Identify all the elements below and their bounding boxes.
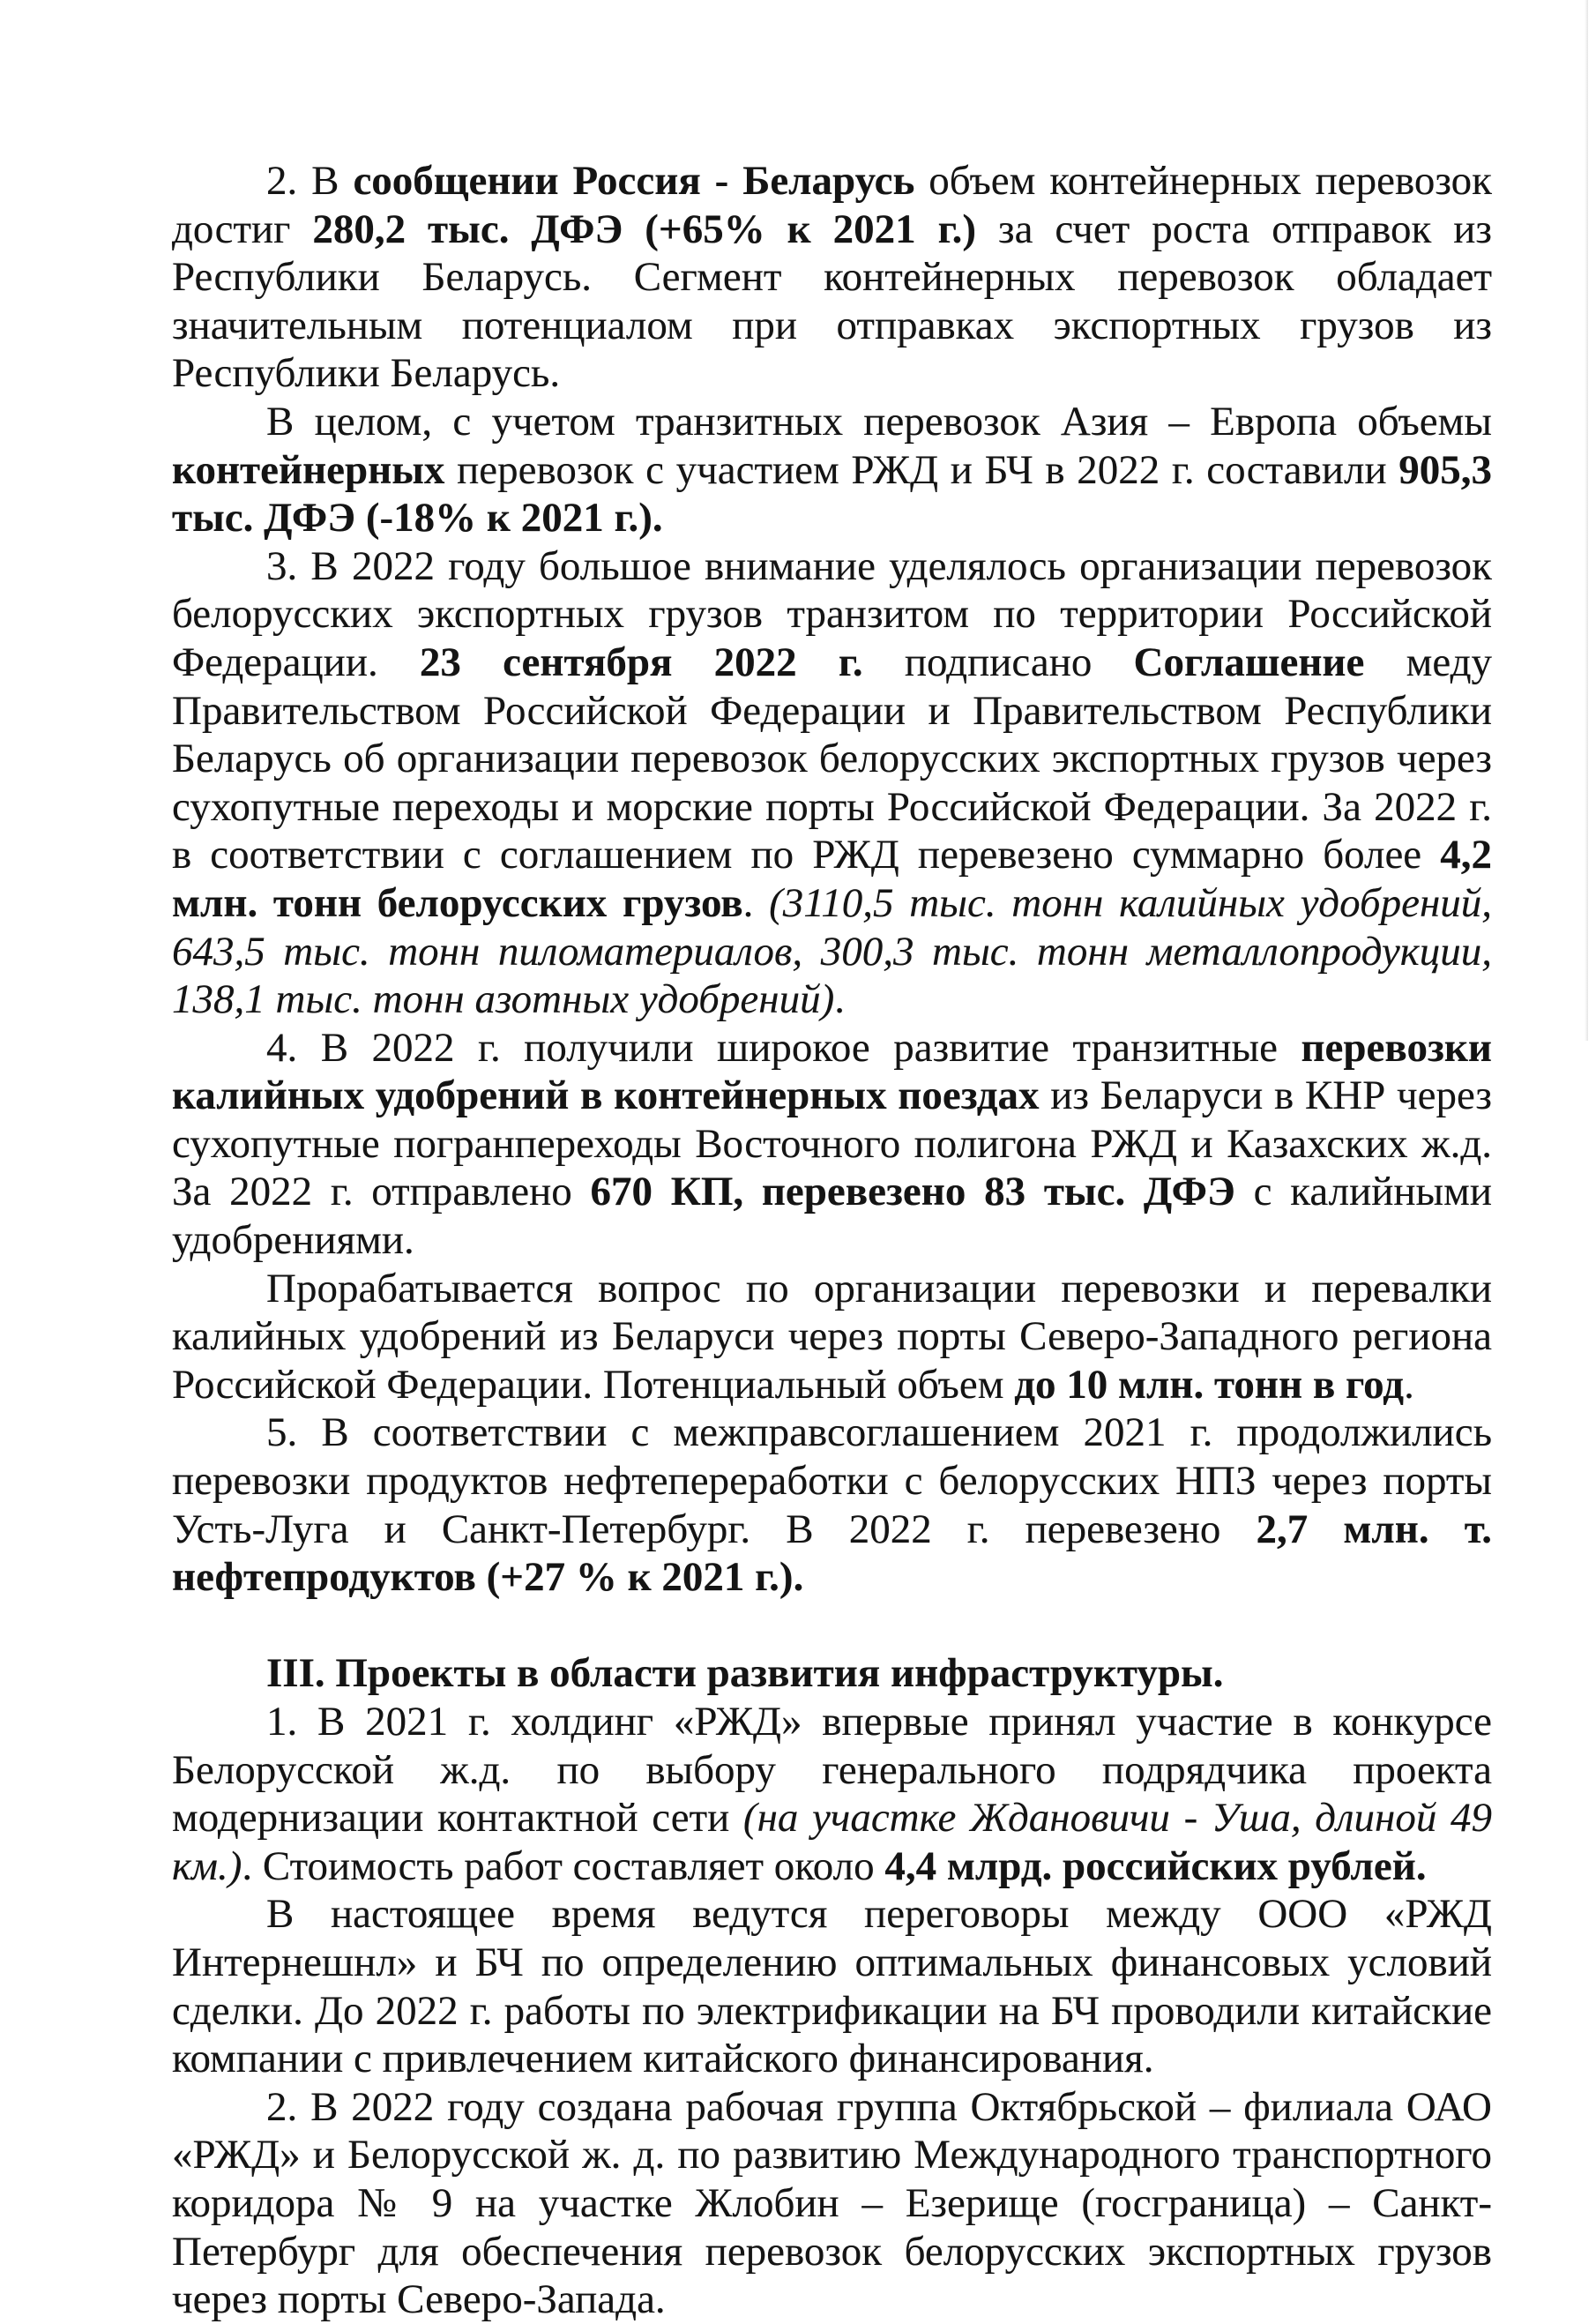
text-run: контейнерных xyxy=(172,446,445,493)
text-run: 2. В xyxy=(266,158,354,204)
text-run: В настоящее время ведутся переговоры между ООО «РЖД Интернешнл» и БЧ по определению оптимальных финансовых условий сделки. До 2022 г. работы по электрификации на БЧ проводили китайские компании с привлечением китайского финансирования. xyxy=(172,1891,1492,2082)
paragraph xyxy=(172,1265,1492,1409)
text-run: подписано xyxy=(862,639,1134,685)
scan-edge-artifact xyxy=(1585,0,1588,1041)
text-run: меду Правительством Российской Федерации и Правительством Республики Беларусь об организации перевозок белорусских экспортных грузов через сухопутные переходы и морские порты Российской Федерации. За 2022 г. в соответствии с соглашением по РЖД перевезено суммарно более xyxy=(172,639,1492,878)
text-run: с калийными удобрениями. xyxy=(172,1169,1492,1264)
paragraph xyxy=(172,1698,1492,1890)
text-run: . Стоимость работ составляет около xyxy=(242,1842,885,1889)
text-run: 23 сентября 2022 г. xyxy=(419,639,863,685)
text-run: 4. В 2022 г. получили широкое развитие транзитные xyxy=(266,1024,1301,1071)
paragraph xyxy=(172,1024,1492,1265)
text-run: . xyxy=(742,879,770,926)
paragraph xyxy=(172,398,1492,542)
text-run: сообщении Россия - Беларусь xyxy=(353,158,915,204)
text-run: 2,7 млн. т. нефтепродуктов (+27 % к 2021 г.). xyxy=(172,1506,1493,1601)
paragraph xyxy=(172,1890,1492,2082)
text-run: Прорабатывается вопрос по организации перевозки и перевалки калийных удобрений из Беларуси через порты Северо-Западного региона Российской Федерации. Потенциальный объем xyxy=(172,1265,1492,1408)
paragraph xyxy=(172,2083,1492,2324)
text-run: объем контейнерных перевозок достиг xyxy=(172,158,1493,252)
text-run: перевозок с участием РЖД и БЧ в 2022 г. составили xyxy=(444,446,1399,493)
text-run: В целом, с учетом транзитных перевозок Азия – Европа объемы xyxy=(266,398,1492,445)
text-run: 5. В соответствии с межправсоглашением 2021 г. продолжились перевозки продуктов нефтепереработки с белорусских НПЗ через порты Усть-Луга и Санкт-Петербург. В 2022 г. перевезено xyxy=(172,1409,1492,1552)
paragraph xyxy=(172,1409,1492,1601)
text-run: 2. В 2022 году создана рабочая группа Октябрьской – филиала ОАО «РЖД» и Белорусской ж. д. по развитию Международного транспортного коридора № 9 на участке Жлобин – Езерище (госграница) – Санкт-Петербург для обеспечения перевозок белорусских экспортных грузов через порты Северо-Запада. xyxy=(172,2083,1492,2323)
paragraph xyxy=(172,542,1492,1024)
text-run: 670 КП, перевезено 83 тыс. ДФЭ xyxy=(590,1169,1235,1215)
document-text xyxy=(172,157,1492,2324)
text-run: III. Проекты в области развития инфраструктуры. xyxy=(266,1650,1224,1697)
text-run: . xyxy=(834,976,845,1023)
text-run: . xyxy=(1404,1361,1414,1408)
text-run: из Беларуси в КНР через сухопутные погранпереходы Восточного полигона РЖД и Казахских ж.д. За 2022 г. отправлено xyxy=(172,1072,1492,1215)
text-run: 280,2 тыс. ДФЭ (+65% к 2021 г.) xyxy=(312,205,977,252)
text-run: (на участке Ждановичи - Уша, длиной 49 км.) xyxy=(172,1795,1492,1889)
text-run: 4,4 млрд. российских рублей. xyxy=(884,1842,1427,1889)
text-run: до 10 млн. тонн в год xyxy=(1014,1361,1405,1408)
text-run: 1. В 2021 г. холдинг «РЖД» впервые принял участие в конкурсе Белорусской ж.д. по выбору генерального подрядчика проекта модернизации контактной сети xyxy=(172,1699,1492,1842)
text-run: 4,2 млн. тонн белорусских грузов xyxy=(172,832,1492,926)
text-run: за счет роста отправок из Республики Беларусь. Сегмент контейнерных перевозок обладает значительным потенциалом при отправках экспортных грузов из Республики Беларусь. xyxy=(172,205,1493,397)
section-heading xyxy=(172,1649,1492,1698)
text-run: (3110,5 тыс. тонн калийных удобрений, 643,5 тыс. тонн пиломатериалов, 300,3 тыс. тонн металлопродукции, 138,1 тыс. тонн азотных удобрений) xyxy=(172,879,1493,1023)
text-run: Соглашение xyxy=(1133,639,1365,685)
text-run: перевозки калийных удобрений в контейнерных поездах xyxy=(172,1024,1492,1119)
text-run: 3. В 2022 году большое внимание уделялось организации перевозок белорусских экспортных грузов транзитом по территории Российской Федерации. xyxy=(172,542,1492,685)
paragraph xyxy=(172,157,1492,398)
text-run: 905,3 тыс. ДФЭ (-18% к 2021 г.). xyxy=(172,446,1492,542)
